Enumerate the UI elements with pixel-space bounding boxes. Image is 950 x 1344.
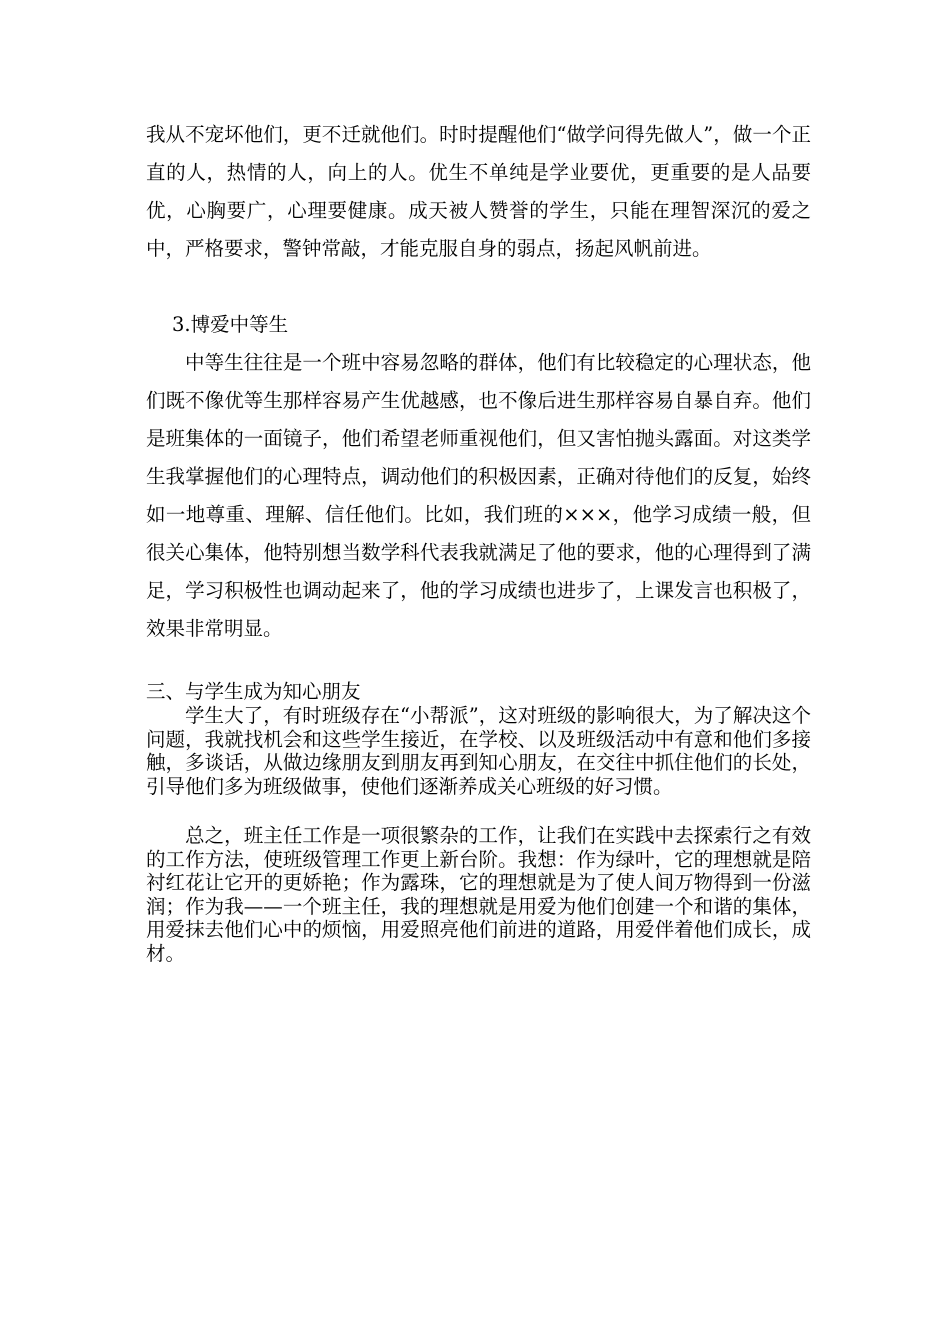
subheading-middle-students: 3.博爱中等生 <box>172 313 289 336</box>
section-heading-friends: 三、与学生成为知心朋友 <box>146 680 361 703</box>
paragraph-good-students: 我从不宠坏他们，更不迁就他们。时时提醒他们“做学问得先做人”，做一个正直的人，热情的人，向上的人。优生不单纯是学业要优，更重要的是人品要优，心胸要广，心理要健康。成天被人赞誉的学生，只能在理智深沉的爱之中，严格要求，警钟常敲，才能克服自身的弱点，扬起风帆前进。 <box>146 123 811 260</box>
paragraph-friends: 学生大了，有时班级存在“小帮派”，这对班级的影响很大，为了解决这个问题，我就找机会和这些学生接近，在学校、以及班级活动中有意和他们多接触，多谈话，从做边缘朋友到朋友再到知心朋友，在交往中抓住他们的长处，引导他们多为班级做事，使他们逐渐养成关心班级的好习惯。 <box>146 704 811 798</box>
paragraph-conclusion: 总之，班主任工作是一项很繁杂的工作，让我们在实践中去探索行之有效的工作方法，使班级管理工作更上新台阶。我想：作为绿叶，它的理想就是陪衬红花让它开的更娇艳；作为露珠，它的理想就是为了使人间万物得到一份滋润；作为我——一个班主任，我的理想就是用爱为他们创建一个和谐的集体，用爱抹去他们心中的烦恼，用爱照亮他们前进的道路，用爱伴着他们成长，成材。 <box>146 824 811 965</box>
paragraph-middle-students: 中等生往往是一个班中容易忽略的群体，他们有比较稳定的心理状态，他们既不像优等生那样容易产生优越感，也不像后进生那样容易自暴自弃。他们是班集体的一面镜子，他们希望老师重视他们，但又害怕抛头露面。对这类学生我掌握他们的心理特点，调动他们的积极因素，正确对待他们的反复，始终如一地尊重、理解、信任他们。比如，我们班的×××，他学习成绩一般，但很关心集体，他特别想当数学科代表我就满足了他的要求，他的心理得到了满足，学习积极性也调动起来了，他的学习成绩也进步了，上课发言也积极了，效果非常明显。 <box>146 351 811 640</box>
